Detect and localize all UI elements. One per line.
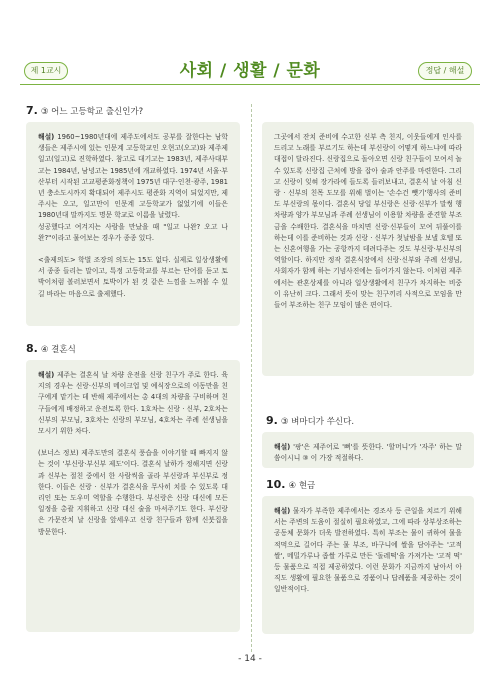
explanation-label: 해설)	[38, 371, 55, 379]
question-8-heading	[26, 342, 76, 355]
column-divider	[251, 104, 252, 652]
question-8-number: 8.	[26, 342, 38, 355]
question-10-text-1: 물자가 부족한 제주에서는 경조사 등 큰일을 치르기 위해서는 주변의 도움이 절실히 필요하였고, 그에 따라 상부상조하는 공동체 문화가 더욱 발전하였다. 특히 부조는 물이 귀하여 물을 적먹으로 길어다 주는 물 부조, 바구니에 쌀을 담아주는 '고적 쌀', 메밀가루나 좁쌀 가루로 만든 '돌레떡'을 가져가는 '고적 떡' 등 물품으로 직접 제공하였다. 이런 문화가 지금까지 남아서 아직도 생활에 필요한 물품으로 경품이나 답례품을 제공하는 것이 일반적이다.	[274, 507, 462, 594]
page-number: - 14 -	[238, 654, 262, 664]
explanation-label: 해설)	[38, 133, 55, 141]
answer-badge: 정답 / 해설	[418, 62, 472, 80]
question-9-text-1: '팡'은 제주어로 '뼈'를 뜻한다. '할머니'가 '자주' 하는 말씀이시니 ③ 이 가장 적절하다.	[274, 443, 462, 463]
question-8-text-2: (보너스 정보) 제주도만의 결혼식 풍습을 이야기할 때 빠지지 않는 것이 '부신랑·부신부 제도'이다. 결혼식 날하가 정해지면 신랑과 신부는 절친 중에서 한 사람씩을 골라 부신랑과 부신부로 정한다. 이들은 신랑 · 신부가 결혼식을 무사히 치를 수 있도록 대리인 또는 도우미 역할을 수행한다. 부신랑은 신랑 대신에 모든 일정을 총괄 지휘하고 신랑 대신 술을 마셔주기도 한다. 부신랑은 가문잔치 날 신랑을 앞세우고 신랑 친구들과 함께 신붓집을 방문한다.	[38, 449, 228, 536]
question-10-heading	[266, 478, 315, 491]
question-7-text-2: 성공했다고 여겨지는 사람을 만났을 때 "일고 나완? 오고 나완?"이라고 물어보는 경우가 종종 있다.	[38, 222, 228, 242]
question-10-answer: ④ 현금	[288, 481, 316, 491]
page-title: 사회 / 생활 / 문화	[179, 61, 321, 81]
question-8-answer: ④ 결혼식	[40, 345, 76, 355]
question-7-text-4: 그곳에서 잔치 준비에 수고한 신부 측 친지, 이웃들에게 인사를 드리고 노래를 부르기도 하는데 부신랑이 어떻게 하느냐에 따라 대접이 달라진다. 신랑집으로 돌아오면 신랑 친구들이 모여서 놀 수 있도록 신랑집 근처에 방을 잡아 술과 안주를 마련한다. 그리고 신랑이 잊혀 장가라에 들도록 들러보내고, 결혼식 날 아침 신랑 · 신부의 친목 도모를 위해 벌이는 '손수건 뺏기'행사의 준비도 부신랑의 몫이다. 결혼식 당일 부신랑은 신랑·신부가 말썽 행차량과 양가 부모님과 주례 선생님이 이용할 차량을 준견할 부조금을 수배한다. 결혼식을 마치면 신랑·신부들이 모여 뒤풀이를 하는데 이를 준비하는 것과 신랑 · 신부가 첫날밤을 보낼 호텔 또는 신혼여행을 가는 공항까지 데려다주는 것도 부신랑·부신부의 역할이다. 하지만 정작 결혼식장에서 신랑·신부와 주례 선생님, 사회자가 함께 하는 기념사진에는 들어가지 않는다. 이처럼 제주에서는 관혼상제를 아니라 일상생활에서 친구가 차지하는 비중이 유난히 크다. 그래서 뜻이 맞는 친구끼리 사적으로 모임을 만들어 부조하는 친구 모임이 많은 편이다.	[274, 133, 462, 310]
question-10-explanation	[262, 496, 474, 634]
question-8-explanation	[26, 360, 240, 632]
question-9-heading	[266, 414, 354, 427]
question-9-explanation	[262, 432, 474, 468]
question-7-text-1: 1960~1980년대에 제주도에서도 공부를 잘한다는 남학생들은 제주시에 있는 인문계 고등학교인 오현고(오고)와 제주제일고(일고)로 진학하였다. 참고로 대기고는 1983년, 제주사대부고는 1984년, 남녕고는 1985년에 개교하였다. 1974년 서울·부산부터 시작된 고교평준화정책이 1975년 대구·인천·광주, 1981년 충소도시까지 확대되어 제주시도 평준화 지역이 되었지만, 제주시는 오고, 일고만이 인문계 고등학교가 없었기에 이들은 1980년대 말까지도 명문 학교로 이름을 날렸다.	[38, 133, 228, 220]
explanation-label: 해설)	[274, 443, 291, 451]
lesson-badge: 제 1교시	[24, 62, 68, 80]
question-7-number: 7.	[26, 104, 38, 117]
question-7-text-3: <출제의도> 학벌 조장의 의도는 15도 없다. 실제로 일상생활에서 종종 들리는 말이고, 특정 고등학교를 부르는 단어를 듣고 토박이처럼 볼러보면서 토박이가 된 것 같은 느낌을 느껴볼 수 있길 바라는 마음으로 출제했다.	[38, 256, 228, 298]
question-7-answer: ③ 어느 고등학교 출신인가?	[40, 107, 144, 117]
question-9-number: 9.	[266, 414, 278, 427]
explanation-label: 해설)	[274, 507, 291, 515]
question-7-explanation	[26, 122, 240, 326]
question-10-number: 10.	[266, 478, 286, 491]
question-7-continued	[262, 122, 474, 376]
question-7-heading	[26, 104, 143, 117]
question-9-answer: ③ 벼마디가 쑤신다.	[280, 417, 355, 427]
header-rule	[20, 84, 480, 85]
question-8-text-1: 제주는 결혼식 날 차량 운전을 신랑 친구가 주로 한다. 육지의 경우는 신랑·신부의 메이크업 및 예식장으로의 이동만을 친구에게 맡기는 데 반해 제주에서는 총 4대의 차량을 구비하며 친구들에게 배정하고 운전토록 한다. 1호차는 신랑 · 신부, 2호차는 신부의 부모님, 3호차는 신랑의 부모님, 4호차는 주례 선생님을 모시기 위한 차다.	[38, 371, 228, 436]
